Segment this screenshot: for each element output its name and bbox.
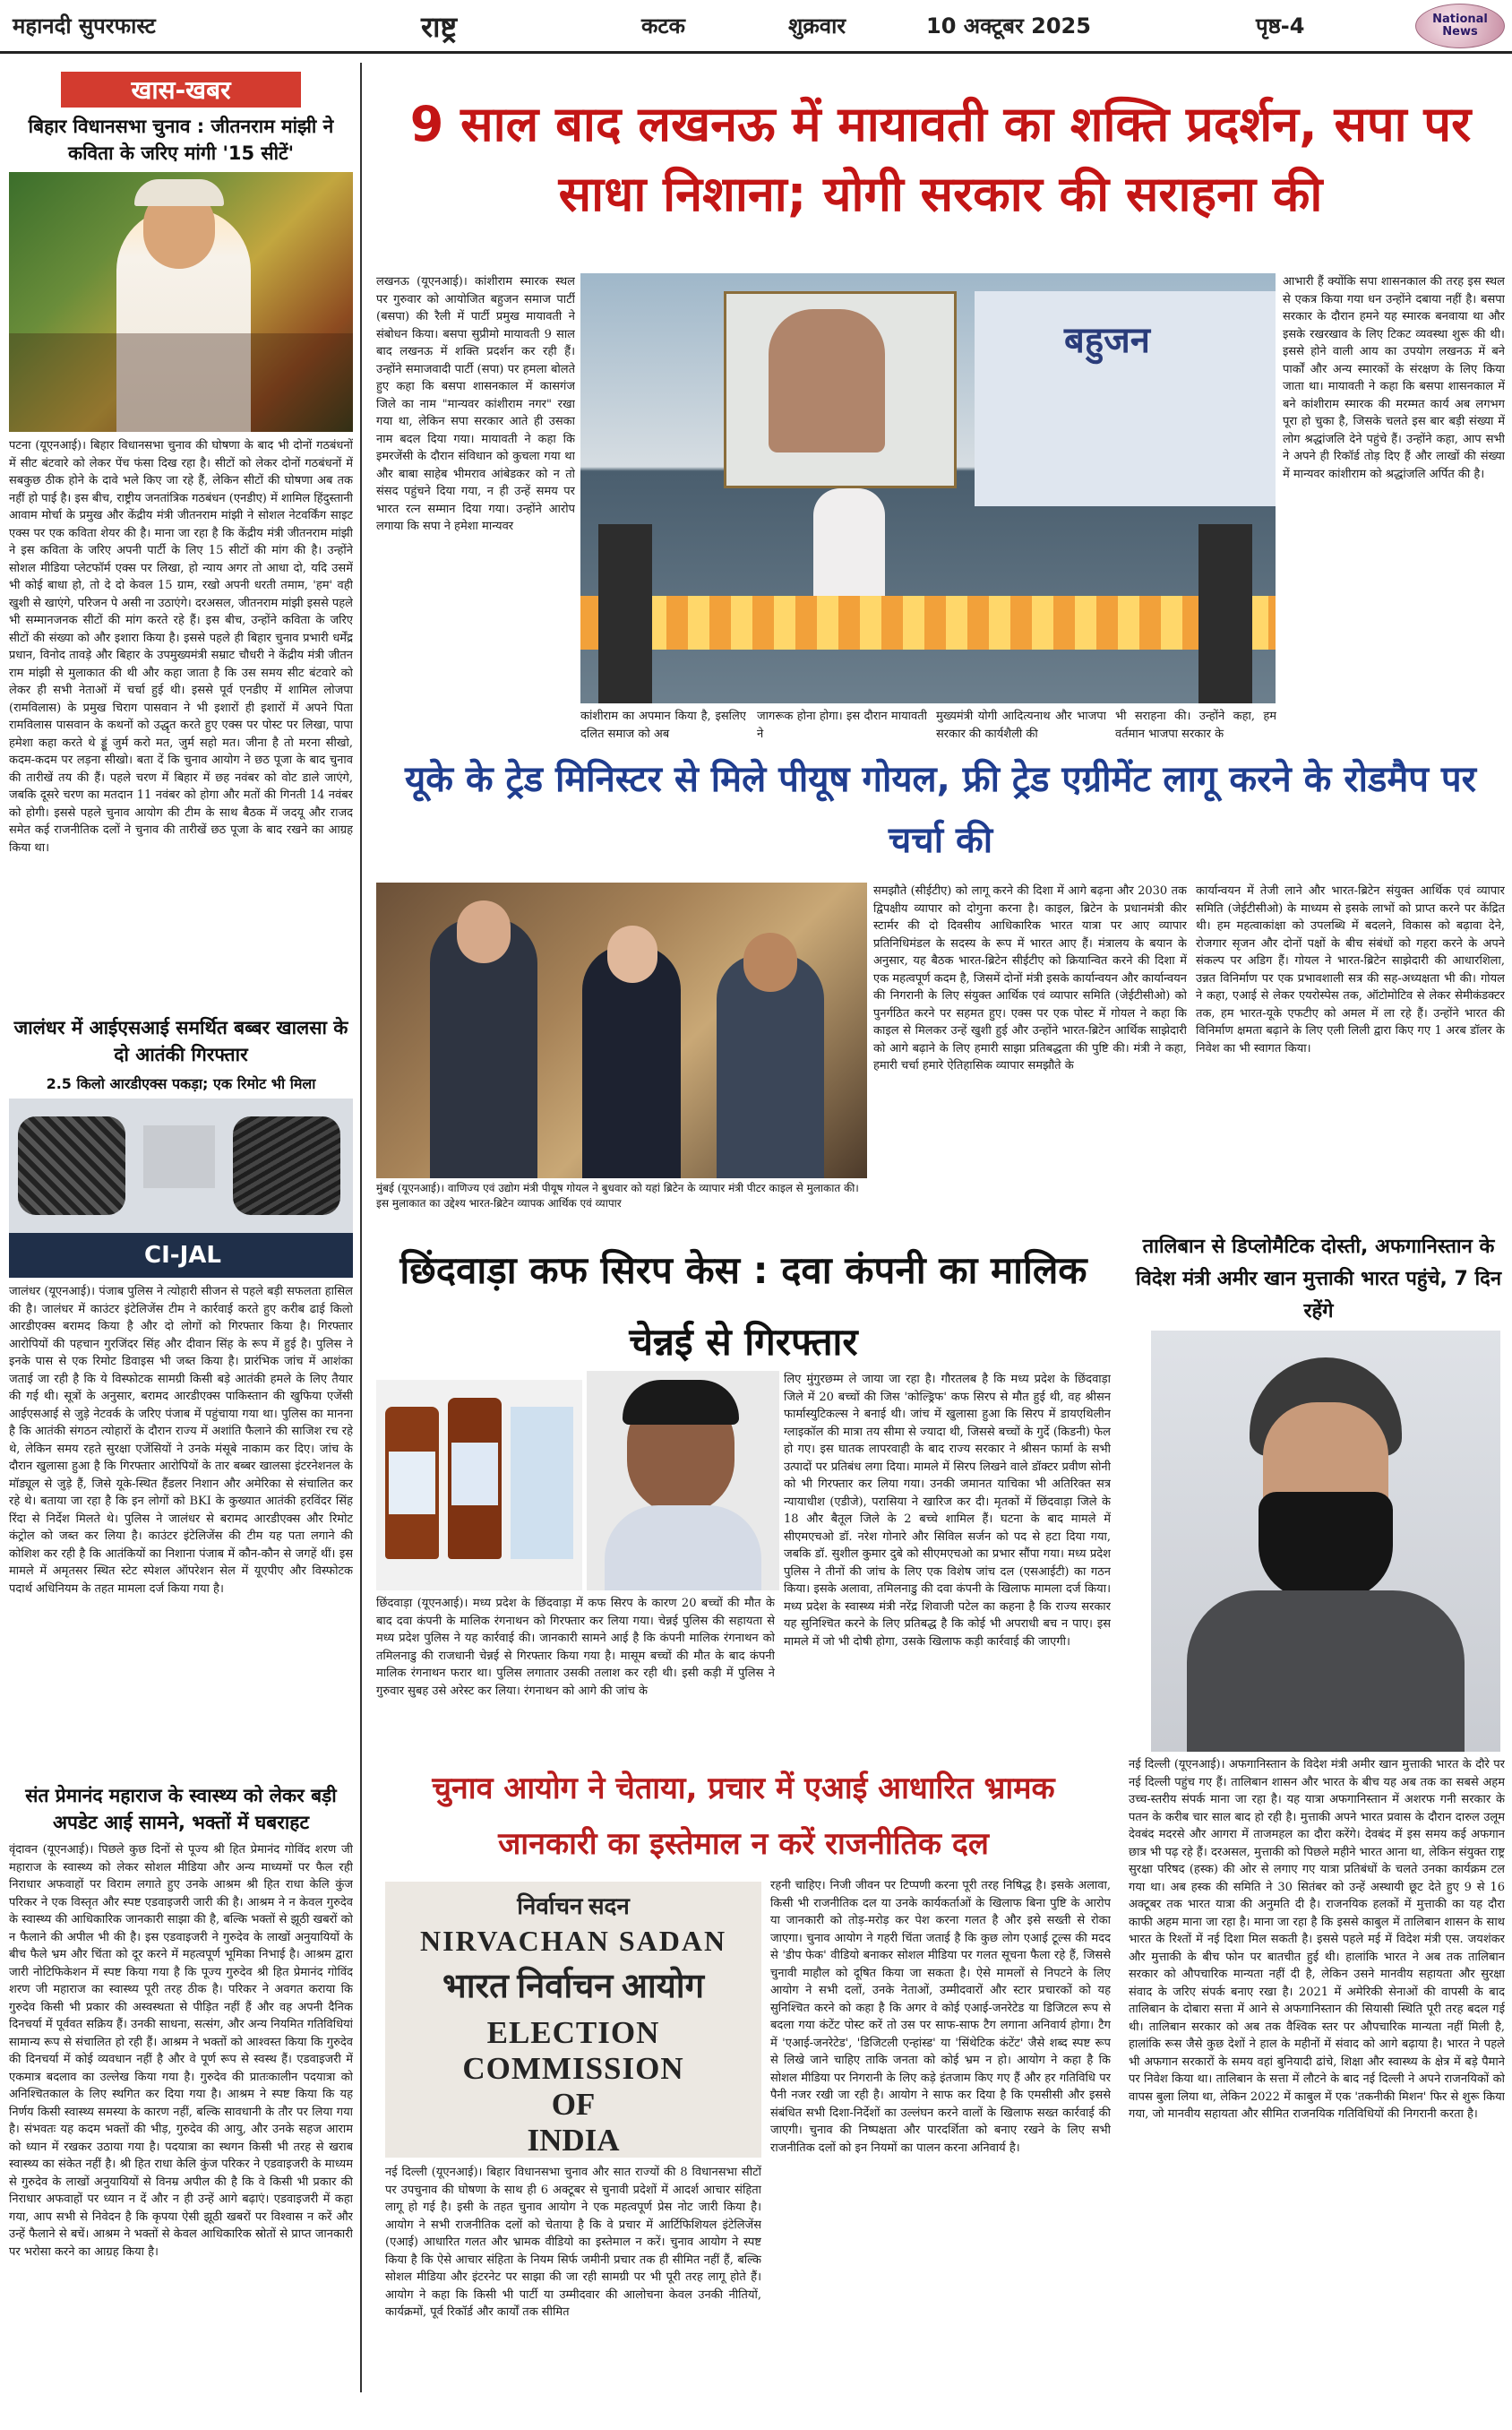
story2-headline: जालंधर में आईएसआई समर्थित बब्बर खालसा के दो आतंकी गिरफ्तार <box>13 1017 348 1065</box>
ec-sign-photo <box>385 1882 761 2158</box>
story1-photo <box>9 172 353 432</box>
lead-banner-text: बहुजन <box>1064 320 1150 361</box>
lead-photo <box>580 273 1276 703</box>
logo-line2: News <box>1442 25 1478 39</box>
logo-line1: National <box>1432 13 1488 26</box>
cough-syrup-photo <box>376 1380 582 1590</box>
uk-headline: यूके के ट्रेड मिनिस्टर से मिले पीयूष गोयल, फ्री ट्रेड एग्रीमेंट लागू करने के रोडमैप पर चर्चा की <box>405 759 1476 861</box>
ec-sign-hindi-top: निर्वाचन सदन <box>517 1893 630 1919</box>
page-number: पृष्ठ-4 <box>1256 13 1305 39</box>
cough-caption-body: छिंदवाड़ा (यूएनआई)। मध्य प्रदेश के छिंदवाड़ा में कफ सिरप के कारण 20 बच्चों की मौत के बाद दवा कंपनी के मालिक रंगनाथन को गिरफ्तार कर लिया गया। चेन्नई पुलिस की सहायता से मध्य प्रदेश पुलिस ने यह कार्रवाई की। जानकारी सामने आई है कि कंपनी मालिक रंगनाथन को तमिलनाडु की राजधानी चेन्नई से गिरफ्तार किया गया है। मासूम बच्चों की मौत के बाद कंपनी मालिक रंगनाथन फरार था। पुलिस लगातार उसकी तलाश कर रही थी। इसी कड़ी में पुलिस ने गुरुवार सुबह उसे अरेस्ट कर लिया। रंगनाथन को आगे की जांच के <box>376 1597 775 1698</box>
ec-sign-hindi-mid: भारत निर्वाचन आयोग <box>442 1968 704 2005</box>
dateline-day: शुक्रवार <box>788 13 846 39</box>
uk-col1: समझौते (सीईटीए) को लागू करने की दिशा में आगे बढ़ना और 2030 तक द्विपक्षीय व्यापार को दोगुना करना है। काइल, ब्रिटेन के प्रधानमंत्री कीर स्टार्मर की दो दिवसीय आधिकारिक भारत यात्रा पर आए व्यापार प्रतिनिधिमंडल के सदस्य के रूप में भारत आए हैं। मंत्रालय के बयान के अनुसार, यह बैठक भारत-ब्रिटेन सीईटीए को क्रियान्वित करने की दिशा में एक महत्वपूर्ण कदम है, जिसमें दोनों मंत्री इसके कार्यान्वयन और कार्यान्वयन की निगरानी के लिए संयुक्त आर्थिक एवं व्यापार समिति (जेईटीसीओ) को पुनर्गठित करने पर सहमत हुए। एक्स पर एक पोस्ट में गोयल ने कहा कि काइल से मिलकर उन्हें खुशी हुई और उन्होंने भारत-ब्रिटेन आर्थिक साझेदारी को आगे बढ़ाने के लिए हमारी साझा प्रतिबद्धता की पुष्टि की। मंत्री ने कहा, हमारी चर्चा हमारे ऐतिहासिक व्यापार समझौते के <box>873 884 1187 1073</box>
lead-under4: भी सराहना की। उन्होंने कहा, हम वर्तमान भाजपा सरकार के <box>1115 710 1276 741</box>
lead-under2: जागरूक होना होगा। इस दौरान मायावती ने <box>757 710 927 741</box>
lead-under3: मुख्यमंत्री योगी आदित्यनाथ और भाजपा सरकार की कार्यशैली की <box>936 710 1106 741</box>
taliban-photo <box>1151 1331 1500 1752</box>
lead-headline: 9 साल बाद लखनऊ में मायावती का शक्ति प्रदर्शन, सपा पर साधा निशाना; योगी सरकार की सराहना की <box>409 96 1472 222</box>
lead-under1: कांशीराम का अपमान किया है, इसलिए दलित समाज को अब <box>580 710 746 741</box>
story2-subhead: 2.5 किलो आरडीएक्स पकड़ा; एक रिमोट भी मिला <box>46 1075 316 1092</box>
ec-col2: रहनी चाहिए। निजी जीवन पर टिप्पणी करना पूरी तरह निषिद्ध है। इसके अलावा, किसी भी राजनीतिक दल या उनके कार्यकर्ताओं के खिलाफ बिना पुष्टि के आरोप या जानकारी को तोड़-मरोड़ कर पेश करना गलत है और इसे सख्ती से रोका जाएगा। चुनाव आयोग ने गहरी चिंता जताई है कि कुछ लोग एआई टूल्स की मदद से 'डीप फेक' वीडियो बनाकर सोशल मीडिया पर गलत सूचना फैला रहे हैं, जिससे चुनावी माहौल को दूषित किया जा सकता है। ऐसे मामलों से निपटने के लिए आयोग ने सभी दलों, उनके नेताओं, उम्मीदवारों और स्टार प्रचारकों को यह सुनिश्चित करने को कहा है कि अगर वे कोई एआई-जनरेटेड या डिजिटल रूप से बदला गया कंटेंट पोस्ट करें तो उस पर साफ-साफ टैग लगाना अनिवार्य होगा। टैग में 'एआई-जनरेटेड', 'डिजिटली एन्हांस्ड' या 'सिंथेटिक कंटेंट' जैसे शब्द स्पष्ट रूप से लिखे जाने चाहिए ताकि जनता को कोई भ्रम न हो। आयोग ने कहा है कि सोशल मीडिया पर निगरानी के लिए कड़े इंतजाम किए गए हैं और हर गतिविधि पर पैनी नजर रखी जा रही है। आयोग ने साफ कर दिया है कि एमसीसी और इससे संबंधित सभी दिशा-निर्देशों का उल्लंघन करने वालों के खिलाफ सख्त कार्रवाई की जाएगी। चुनाव की निष्पक्षता और पारदर्शिता को बनाए रखने के लिए सभी राजनीतिक दलों को इन नियमों का पालन करना अनिवार्य है। <box>770 1879 1111 2155</box>
dateline-city: कटक <box>641 13 685 39</box>
taliban-body: नई दिल्ली (यूएनआई)। अफगानिस्तान के विदेश मंत्री अमीर खान मुत्ताकी भारत के दौरे पर नई दिल्ली पहुंच गए हैं। तालिबान शासन और भारत के बीच यह अब तक का सबसे अहम उच्च-स्तरीय संपर्क माना जा रहा है। यह यात्रा अफगानिस्तान में अशरफ गनी सरकार के पतन के करीब चार साल बाद हो रही है। मुत्ताकी अपने भारत प्रवास के दौरान दारुल उलूम देवबंद मदरसे और आगरा में ताजमहल का दौरा करेंगे। देवबंद में इस समय कई अफगान छात्र भी पढ़ रहे हैं। दरअसल, मुत्ताकी को पिछले महीने भारत आना था, लेकिन संयुक्त राष्ट्र सुरक्षा परिषद (हस्क) की ओर से लगाए गए यात्रा प्रतिबंधों के चलते उनका कार्यक्रम टल गया था। अब हस्क की समिति ने 30 सितंबर को उन्हें अस्थायी छूट देते हुए 9 से 16 अक्टूबर तक भारत यात्रा की अनुमति दी है। राजनयिक हलकों में मुत्ताकी का यह दौरा काफी अहम माना जा रहा है। माना जा रहा है कि इससे काबुल में तालिबान शासन के साथ भारत के रिश्तों में नई दिशा मिल सकती है। इससे पहले मई में विदेश मंत्री एस. जयशंकर और मुत्ताकी के बीच फोन पर बातचीत हुई थी। हालांकि भारत ने अब तक तालिबान सरकार को औपचारिक मान्यता नहीं दी है, लेकिन उसने मानवीय सहायता और सुरक्षा संवाद के जरिए संपर्क बनाए रखा है। 2021 में अमेरिकी सेनाओं की वापसी के बाद तालिबान के दोबारा सत्ता में आने से अफगानिस्तान की सियासी स्थिति पूरी तरह बदल गई थी। तालिबान सरकार को अब तक वैश्विक स्तर पर औपचारिक मान्यता नहीं मिली है, हालांकि रूस जैसे कुछ देशों ने हाल के महीनों में संवाद को आगे बढ़ाया है। भारत ने पहले भी अफगान सरकारों के समय वहां बुनियादी ढांचे, शिक्षा और स्वास्थ्य के क्षेत्र में बड़े पैमाने पर निवेश किया था। तालिबान के सत्ता में लौटने के बाद नई दिल्ली ने अपने राजनयिकों को वापस बुला लिया था, लेकिन 2022 में काबुल में एक 'तकनीकी मिशन' फिर से शुरू किया गया, जो मानवीय सहायता और सीमित राजनयिक गतिविधियों की निगरानी करता है। <box>1129 1758 1505 2121</box>
ci-jal-label: CI-JAL <box>9 1233 353 1278</box>
sidebar-column <box>7 63 355 2392</box>
uk-photo <box>376 883 867 1178</box>
ec-headline: चुनाव आयोग ने चेताया, प्रचार में एआई आधारित भ्रामक जानकारी का इस्तेमाल न करें राजनीतिक दल <box>432 1771 1055 1862</box>
lead-col-right: आभारी हैं क्योंकि सपा शासनकाल की तरह इस स्थल से एकत्र किया गया धन उन्होंने दबाया नहीं है। बसपा सरकार के दौरान हमने यह स्मारक बनवाया था और इसके रखरखाव के लिए टिकट व्यवस्था शुरू की थी। इससे होने वाली आय का उपयोग लखनऊ में बने पार्कों और अन्य स्मारकों के संरक्षण के लिए किया जाता था। मायावती ने कहा कि बसपा शासनकाल में बने कांशीराम स्मारक की मरम्मत कार्य अब लगभग पूरा हो चुका है, जिसके चलते इस बार बड़ी संख्या में लोग श्रद्धांजलि देने पहुंचे हैं। उन्होंने कहा, आप सभी ने अपने ही रिकॉर्ड तोड़ दिए हैं और लाखों की संख्या में मान्यवर कांशीराम को श्रद्धांजलि अर्पित की है। <box>1283 275 1505 481</box>
paper-name: महानदी सुपरफास्ट <box>13 13 156 39</box>
story3-headline: संत प्रेमानंद महाराज के स्वास्थ्य को लेकर बड़ी अपडेट आई सामने, भक्तों में घबराहट <box>25 1785 337 1833</box>
ec-sign-english1: ELECTION COMMISSION <box>462 2015 684 2086</box>
masthead <box>0 0 1512 54</box>
story3-body: वृंदावन (यूएनआई)। पिछले कुछ दिनों से पूज्य श्री हित प्रेमानंद गोविंद शरण जी महाराज के स्वास्थ्य को लेकर सोशल मीडिया और अन्य माध्यमों पर फैल रही निराधार अफवाहों पर विराम लगाते हुए उनके आश्रम श्री हित राधा केलि कुंज परिकर ने एक विस्तृत और स्पष्ट एडवाइजरी जारी की है। आश्रम ने न केवल गुरुदेव के स्वास्थ्य की आधिकारिक जानकारी साझा की है, बल्कि भक्तों से झूठी खबरों को न फैलाने की अपील भी की है। इस एडवाइजरी ने गुरुदेव के लाखों अनुयायियों के बीच फैले भ्रम और चिंता को दूर करने में महत्वपूर्ण भूमिका निभाई है। आश्रम द्वारा जारी नोटिफिकेशन में स्पष्ट किया गया है कि पूज्य गुरुदेव श्री हित प्रेमानंद गोविंद शरण जी महाराज का स्वास्थ्य पूरी तरह ठीक है। परिकर ने अवगत कराया कि गुरुदेव किसी भी प्रकार की अस्वस्थता से पीड़ित नहीं हैं और वह अपनी दैनिक दिनचर्या में पूर्ववत सक्रिय हैं। उनकी साधना, सत्संग, और अन्य नियमित गतिविधियां सामान्य रूप से संचालित हो रही हैं। आश्रम ने भक्तों को आश्वस्त किया कि गुरुदेव की दिनचर्या में कोई व्यवधान नहीं है और वे पूर्ण रूप से स्वस्थ हैं। एडवाइजरी में एकमात्र बदलाव का उल्लेख किया गया है। गुरुदेव की प्रातःकालीन पदयात्रा को अनिश्चितकाल के लिए स्थगित कर दिया गया है। आश्रम ने स्पष्ट किया कि यह निर्णय किसी स्वास्थ्य समस्या के कारण नहीं, बल्कि सावधानी के तौर पर लिया गया है। संभवतः यह कदम भक्तों की भीड़, गुरुदेव की आयु, और उनके सहज आराम को ध्यान में रखकर उठाया गया है। पदयात्रा का स्थगन किसी भी तरह से खराब स्वास्थ्य का संकेत नहीं है। श्री हित राधा केलि कुंज परिकर ने एडवाइजरी के माध्यम से गुरुदेव के लाखों अनुयायियों से विनम्र अपील की है कि वे किसी भी प्रकार की निराधार अफवाहों पर ध्यान न दें और न ही उन्हें आगे बढ़ाएं। एडवाइजरी में कहा गया, आप सभी से निवेदन है कि कृपया ऐसी झूठी खबरों पर विश्वास न करें और उन्हें फैलाने से बचें। आश्रम ने भक्तों से केवल आधिकारिक स्रोतों से प्राप्त जानकारी पर भरोसा करने का आग्रह किया है। <box>9 1843 353 2259</box>
national-news-logo <box>1415 4 1505 48</box>
khas-khabar-label: खास-खबर <box>61 72 301 108</box>
cough-headline: छिंदवाड़ा कफ सिरप केस : दवा कंपनी का मालिक चेन्नई से गिरफ्तार <box>399 1248 1087 1364</box>
taliban-headline: तालिबान से डिप्लोमैटिक दोस्ती, अफगानिस्तान के विदेश मंत्री अमीर खान मुत्ताकी भारत पहुंचे, 7 दिन रहेंगे <box>1135 1236 1502 1323</box>
ec-sign-english2: OF <box>551 2087 596 2122</box>
ec-under-photo: नई दिल्ली (यूएनआई)। बिहार विधानसभा चुनाव और सात राज्यों की 8 विधानसभा सीटों पर उपचुनाव की घोषणा के साथ ही 6 अक्टूबर से चुनावी प्रदेशों में आदर्श आचार संहिता लागू हो गई है। इसी के तहत चुनाव आयोग ने एक महत्वपूर्ण प्रेस नोट जारी किया है। आयोग ने सभी राजनीतिक दलों को चेताया है कि वे प्रचार में आर्टिफिशियल इंटेलिजेंस (एआई) आधारित गलत और भ्रामक वीडियो का इस्तेमाल न करें। चुनाव आयोग ने स्पष्ट किया है कि ऐसे आचार संहिता के नियम सिर्फ जमीनी प्रचार तक ही सीमित नहीं हैं, बल्कि सोशल मीडिया और इंटरनेट पर साझा की जा रही सामग्री पर भी पूरी तरह लागू होते हैं। आयोग ने कहा कि किसी भी पार्टी या उम्मीदवार की आलोचना केवल उनकी नीतियों, कार्यक्रमों, पूर्व रिकॉर्ड और कार्यों तक सीमित <box>385 2166 761 2319</box>
cough-col-right: लिए मुंगुरछम्म ले जाया जा रहा है। गौरतलब है कि मध्य प्रदेश के छिंदवाड़ा जिले में 20 बच्चों की जिस 'कोल्ड्रिफ' कफ सिरप से मौत हुई थी, वह श्रीसन फार्मास्युटिकल्स ने बनाई थी। जांच में खुलासा हुआ कि सिरप में डायएथिलीन ग्लाइकॉल की मात्रा तय सीमा से ज्यादा थी, जिससे बच्चों के गुर्दे (किडनी) फेल हो गए। इस घातक लापरवाही के बाद राज्य सरकार ने श्रीसन फार्मा के सभी उत्पादों पर प्रतिबंध लगा दिया। मामले में सिरप लिखने वाले डॉक्टर प्रवीण सोनी को भी गिरफ्तार कर लिया गया। उनकी जमानत याचिका भी अतिरिक्त सत्र न्यायाधीश (एडीजे), परासिया ने खारिज कर दी। मृतकों में छिंदवाड़ा जिले के 18 और बैतूल जिले के 2 बच्चे शामिल हैं। घटना के बाद मामले में सीएमएचओ डॉ. नरेश गोनारे और सिविल सर्जन को पद से हटा दिया गया, जबकि डॉ. सुशील कुमार दुबे को सीएमएचओ का प्रभार सौंपा गया। मध्य प्रदेश पुलिस ने तीनों की जांच के लिए एक विशेष जांच दल (एसआईटी) का गठन किया। इसके अलावा, तमिलनाडु की दवा कंपनी के खिलाफ मामला दर्ज किया। मध्य प्रदेश के स्वास्थ्य मंत्री नरेंद्र शिवाजी पटेल का कहना है कि राज्य सरकार यह सुनिश्चित करने के लिए प्रतिबद्ध है कि कोई भी अपराधी बच न पाए। इस मामले में जो भी दोषी होगा, उसके खिलाफ कड़ी कार्रवाई की जाएगी। <box>784 1373 1111 1649</box>
cough-owner-photo <box>587 1371 779 1590</box>
story1-body: पटना (यूएनआई)। बिहार विधानसभा चुनाव की घोषणा के बाद भी दोनों गठबंधनों में सीट बंटवारे को लेकर पेंच फंसा दिख रहा है। सीटों को लेकर दोनों गठबंधनों में सबकुछ ठीक होने के दावे भले किए जा रहे हैं, लेकिन सीटों की घोषणा अब तक नहीं हो पाई है। इस बीच, राष्ट्रीय जनतांत्रिक गठबंधन (एनडीए) में शामिल हिंदुस्तानी आवाम मोर्चा के प्रमुख और केंद्रीय मंत्री जीतनराम मांझी ने सोशल नेटवर्किंग साइट एक्स पर एक कविता शेयर की है। माना जा रहा है कि केंद्रीय मंत्री जीतनराम मांझी ने इस कविता के जरिए अपनी पार्टी के लिए 15 सीटों की मांग की है। उन्होंने सोशल मीडिया प्लेटफॉर्म एक्स पर लिखा, हो न्याय अगर तो आधा दो, यदि उसमें भी कोई बाधा हो, तो दे दो केवल 15 ग्राम, रखो अपनी धरती तमाम, 'हम' वही खुशी से खाएंगे, परिजन पे असी ना उठाएंगे। दरअसल, जीतनराम मांझी इससे पहले भी सम्मानजनक सीटों की मांग करते रहे हैं। इस बीच, उन्होंने कविता के जरिए सीटों की संख्या को और इशारा किया है। इससे पहले ही बिहार चुनाव प्रभारी धर्मेंद्र प्रधान, विनोद तावड़े और बिहार के उपमुख्यमंत्री सम्राट चौधरी ने केंद्रीय मंत्री जीतन राम मांझी से मुलाकात की थी और कहा जाता है कि उस समय सीट बंटवारे को लेकर ही सभी नेताओं में चर्चा हुई थी। इससे पूर्व एनडीए में शामिल लोजपा (रामविलास) के प्रमुख चिराग पासवान ने भी इशारों ही इशारों में अपने पिता रामविलास पासवान के कथनों को उद्धृत करते हुए एक्स पर पोस्ट पर लिखा, पापा हमेशा कहा करते थे ड्डूं जुर्म करो मत, जुर्म सहो मत। जीना है तो मरना सीखो, कदम-कदम पर लड़ना सीखो। बता दें कि चुनाव आयोग ने छठ पूजा के बाद चुनाव की तारीखें तय की हैं। पहले चरण में बिहार में छह नवंबर को वोट डाले जाएंगे, जबकि दूसरे चरण का मतदान 11 नवंबर को होगा और मतों की गिनती 14 नवंबर को होगी। इससे पहले चुनाव आयोग की टीम के साथ बैठक में जदयू और राजद समेत कई राजनीतिक दलों ने चुनाव की तारीखें छठ पूजा के बाद रखने का आग्रह किया था। <box>9 439 353 855</box>
story2-photo <box>9 1099 353 1278</box>
uk-col2: कार्यान्वयन में तेजी लाने और भारत-ब्रिटेन संयुक्त आर्थिक एवं व्यापार समिति (जेईटीसीओ) के माध्यम से इसके लाभों को प्राप्त करने पर केंद्रित थी। हम महत्वाकांक्षा को उपलब्धि में बदलने, विकास को बढ़ावा देने, रोजगार सृजन और दोनों पक्षों के बीच संबंधों को गहरा करने के अपने संकल्प पर अडिग हैं। गोयल ने भारत-ब्रिटेन साझेदारी की आधारशिला, उन्नत विनिर्माण पर एक प्रभावशाली सत्र की सह-अध्यक्षता भी की। गोयल ने कहा, एआई से लेकर एयरोस्पेस तक, ऑटोमोटिव से लेकर सेमीकंडक्टर तक, हम भारत-यूके एफटीए को अमल में ला रहे हैं। उन्होंने भारत की विनिर्माण क्षमता बढ़ाने के लिए एली लिली द्वारा किए गए 1 अरब डॉलर के निवेश का भी स्वागत किया। <box>1196 884 1505 1056</box>
story1-headline: बिहार विधानसभा चुनाव : जीतनराम मांझी ने कविता के जरिए मांगी '15 सीटें' <box>28 116 334 164</box>
ec-sign-english3: INDIA <box>527 2123 620 2158</box>
section-title: राष्ट्र <box>421 10 458 44</box>
story2-body: जालंधर (यूएनआई)। पंजाब पुलिस ने त्योहारी सीजन से पहले बड़ी सफलता हासिल की है। जालंधर में काउंटर इंटेलिजेंस टीम ने कार्रवाई करते हुए करीब ढाई किलो आरडीएक्स बरामद किया है और दो लोगों को गिरफ्तार किया है। गिरफ्तार आरोपियों की पहचान गुरजिंदर सिंह और दीवान सिंह के रूप में हुई है। पुलिस ने इनके पास से एक रिमोट डिवाइस भी जब्त किया है। प्रारंभिक जांच में आशंका जताई जा रही है कि ये विस्फोटक सामग्री किसी बड़े आतंकी हमले के लिए तैयार की गई थी। सूत्रों के अनुसार, बरामद आरडीएक्स पाकिस्तान की खुफिया एजेंसी आईएसआई से जुड़े नेटवर्क के जरिए पंजाब में पहुंचाया गया था। पुलिस का मानना है कि आतंकी संगठन त्योहारों के दौरान राज्य में अशांति फैलाने की साजिश रच रहे थे, लेकिन समय रहते सुरक्षा एजेंसियों ने उनके मंसूबे नाकाम कर दिए। जांच के दौरान खुलासा हुआ है कि गिरफ्तार आरोपियों के तार बब्बर खालसा इंटरनेशनल के मॉड्यूल से जुड़े हैं, जिसे यूके-स्थित हैंडलर निशान और अमेरिका से संचालित कर रहे थे। बताया जा रहा है कि इन लोगों को BKI के कुख्यात आतंकी हरविंदर सिंह रिंदा से निर्देश मिलते थे। पुलिस ने जालंधर से बरामद आरडीएक्स और रिमोट कंट्रोल को जब्त कर लिया है। काउंटर इंटेलिजेंस की टीम यह पता लगाने की कोशिश कर रही है कि आतंकियों का निशाना पंजाब में कौन-कौन से जगहें थीं। इस मामले में अमृतसर स्थित स्टेट स्पेशल ऑपरेशन सेल में यूएपीए और विस्फोटक पदार्थ अधिनियम के तहत मामला दर्ज किया गया है। <box>9 1285 353 1596</box>
column-rule <box>360 63 362 2392</box>
lead-col1: लखनऊ (यूएनआई)। कांशीराम स्मारक स्थल पर गुरुवार को आयोजित बहुजन समाज पार्टी (बसपा) की रैली में पार्टी प्रमुख मायावती ने संबोधन किया। बसपा सुप्रीमो मायावती 9 साल बाद लखनऊ में शक्ति प्रदर्शन कर रही हैं। उन्होंने समाजवादी पार्टी (सपा) पर हमला बोलते हुए कहा कि बसपा शासनकाल में कासगंज जिले का नाम "मान्यवर कांशीराम नगर" रखा गया था, लेकिन सपा सरकार आते ही उसका नाम बदल दिया गया। मायावती ने कहा कि इमरजेंसी के दौरान संविधान को कुचला गया था और बाबा साहेब भीमराव आंबेडकर को न तो संसद पहुंचने दिया गया, न ही उन्हें समय पर भारत रत्न सम्मान दिया गया। उन्होंने आरोप लगाया कि सपा ने हमेशा मान्यवर <box>376 275 575 533</box>
dateline-date: 10 अक्टूबर 2025 <box>926 13 1091 39</box>
uk-caption: मुंबई (यूएनआई)। वाणिज्य एवं उद्योग मंत्री पीयूष गोयल ने बुधवार को यहां ब्रिटेन के व्यापार मंत्री पीटर काइल से मुलाकात की। इस मुलाकात का उद्देश्य भारत-ब्रिटेन व्यापक आर्थिक एवं व्यापार <box>376 1182 859 1210</box>
ec-sign-roman: NIRVACHAN SADAN <box>419 1925 727 1957</box>
